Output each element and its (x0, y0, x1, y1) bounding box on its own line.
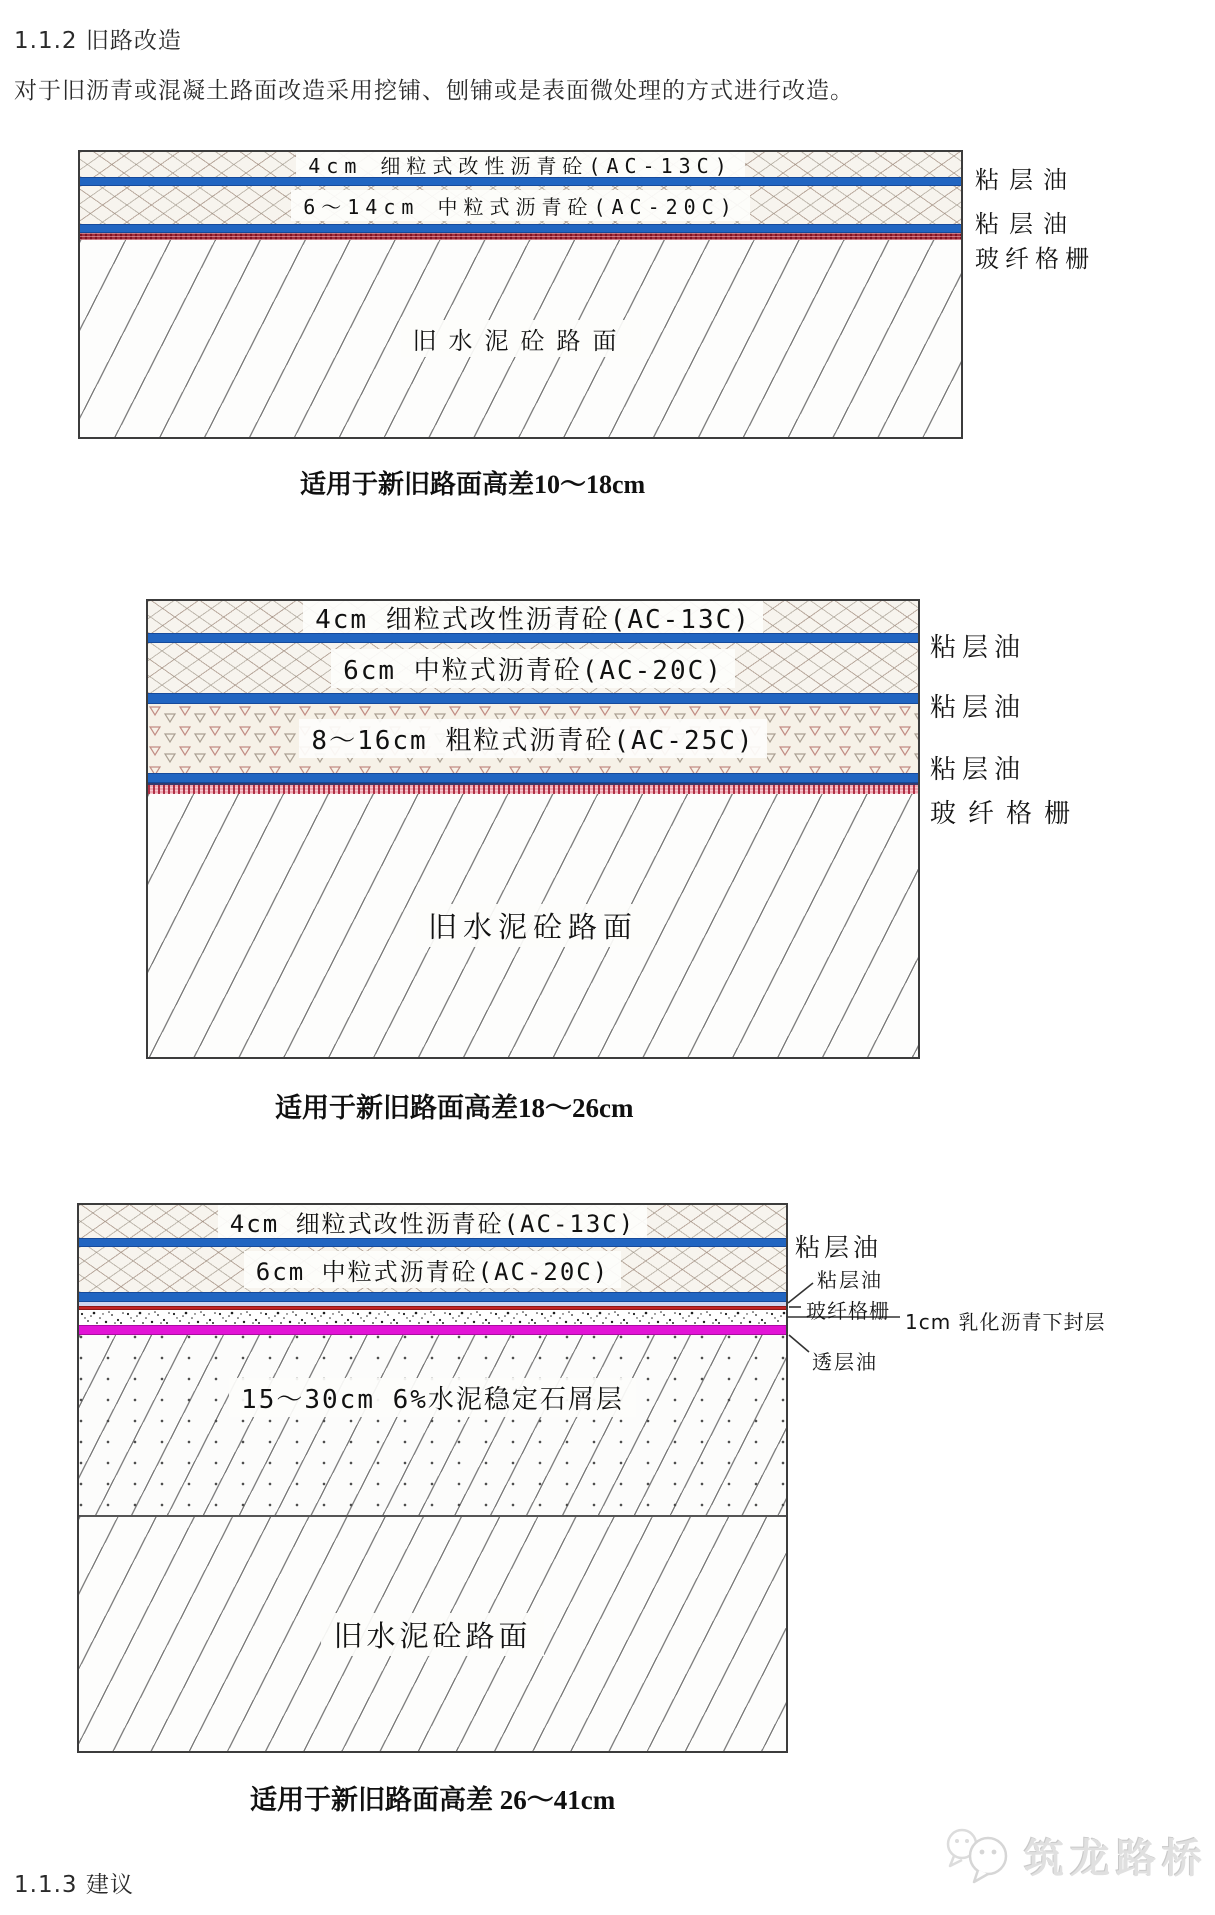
d2-middle-layer (148, 643, 918, 693)
d1-fiberglass-grid-line (80, 233, 961, 240)
d1-old-pavement-layer (80, 240, 961, 437)
d1-label-fiberglass-grid: 玻纤格栅 (975, 245, 1095, 273)
d1-label-tack-coat-1: 粘层油 (975, 166, 1077, 194)
d3-tack-coat-line-1 (79, 1238, 786, 1247)
d1-surface-layer (80, 152, 961, 177)
d2-coarse-label: 8～16cm 粗粒式沥青砼(AC-25C) (299, 719, 766, 758)
d2-label-fiberglass-grid: 玻纤格栅 (930, 799, 1083, 829)
d2-old-pavement-layer (148, 794, 918, 1057)
d3-cement-base-layer (79, 1335, 786, 1515)
d3-middle-label: 6cm 中粒式沥青砼(AC-20C) (244, 1251, 621, 1288)
d3-surface-label: 4cm 细粒式改性沥青砼(AC-13C) (218, 1205, 647, 1238)
d2-old-pavement-label: 旧水泥砼路面 (416, 904, 650, 947)
d2-label-tack-coat-1: 粘层油 (930, 633, 1027, 663)
d3-prime-coat-line (79, 1325, 786, 1335)
intro-paragraph: 对于旧沥青或混凝土路面改造采用挖铺、刨铺或是表面微处理的方式进行改造。 (14, 78, 854, 104)
d2-label-tack-coat-2: 粘层油 (930, 693, 1027, 723)
d1-label-tack-coat-2: 粘层油 (975, 210, 1077, 238)
pavement-diagram-1 (78, 150, 963, 439)
d3-label-seal-coat: 1cm 乳化沥青下封层 (905, 1310, 1106, 1334)
watermark (942, 1824, 1208, 1886)
d3-cement-base-label: 15～30cm 6%水泥稳定石屑层 (229, 1378, 636, 1417)
pavement-diagram-2 (146, 599, 920, 1059)
d2-surface-label: 4cm 细粒式改性沥青砼(AC-13C) (303, 601, 763, 633)
d2-tack-coat-line-2 (148, 693, 918, 704)
d2-fiberglass-grid-line (148, 783, 918, 794)
d3-seal-pattern (79, 1310, 786, 1325)
d2-label-tack-coat-3: 粘层油 (930, 755, 1027, 785)
d2-coarse-layer (148, 704, 918, 773)
watermark-text: 筑龙路桥 (1024, 1835, 1208, 1882)
d3-old-pavement-layer (79, 1517, 786, 1751)
d1-surface-label: 4cm 细粒式改性沥青砼(AC-13C) (296, 152, 745, 177)
d2-surface-layer (148, 601, 918, 633)
d2-middle-label: 6cm 中粒式沥青砼(AC-20C) (331, 649, 735, 688)
d3-label-fiberglass-grid: 玻纤格栅 (806, 1299, 890, 1323)
d2-tack-coat-line-1 (148, 633, 918, 643)
d2-caption: 适用于新旧路面高差18～26cm (275, 1093, 634, 1123)
d1-old-pavement-label: 旧水泥砼路面 (401, 320, 641, 357)
section-heading-113: 1.1.3 建议 (14, 1872, 134, 1898)
d3-label-tack-coat-1: 粘层油 (795, 1233, 883, 1262)
d3-surface-layer (79, 1205, 786, 1238)
d3-label-prime-coat: 透层油 (812, 1350, 878, 1374)
d1-caption: 适用于新旧路面高差10～18cm (300, 470, 646, 499)
chat-bubbles-icon (942, 1824, 1014, 1886)
d1-tack-coat-line-2 (80, 224, 961, 233)
d3-middle-layer (79, 1247, 786, 1292)
section-heading-112: 1.1.2 旧路改造 (14, 28, 182, 54)
d1-tack-coat-line-1 (80, 177, 961, 186)
d3-tack-coat-line-2 (79, 1292, 786, 1302)
d3-seal-coat-layer (79, 1310, 786, 1325)
d1-middle-label: 6～14cm 中粒式沥青砼(AC-20C) (291, 190, 750, 221)
d3-label-tack-coat-2: 粘层油 (817, 1268, 883, 1292)
d1-middle-layer (80, 186, 961, 224)
d2-tack-coat-line-3 (148, 773, 918, 783)
d3-caption: 适用于新旧路面高差 26～41cm (250, 1785, 616, 1815)
d3-old-pavement-label: 旧水泥砼路面 (321, 1613, 543, 1656)
pavement-diagram-3 (77, 1203, 788, 1753)
